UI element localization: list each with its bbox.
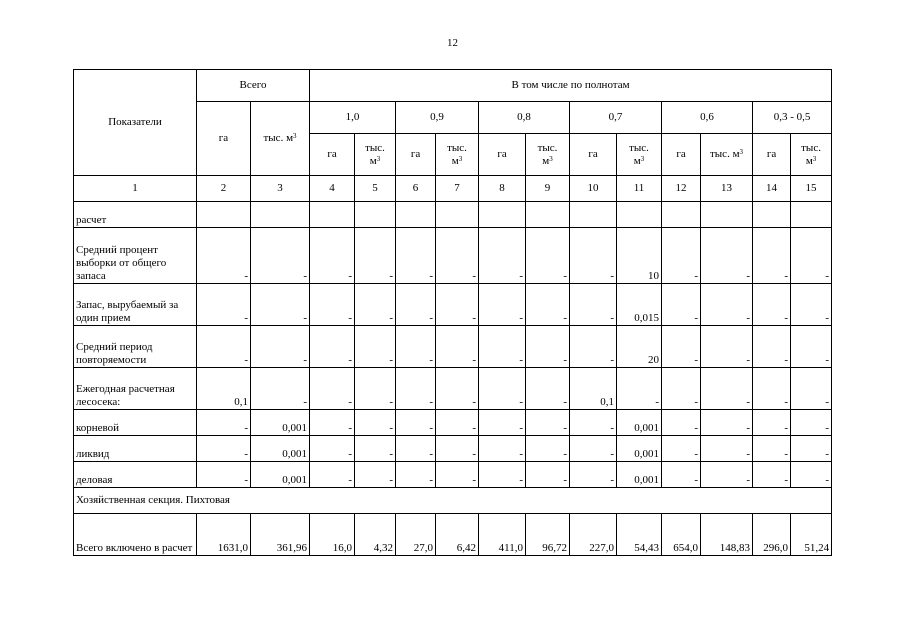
row-value: - (701, 284, 753, 326)
row-value (197, 202, 251, 228)
header-density-3: 0,7 (570, 102, 662, 134)
total-row-value: 654,0 (662, 514, 701, 556)
row-value (251, 202, 310, 228)
row-value: - (662, 284, 701, 326)
row-value: - (753, 228, 791, 284)
row-value: - (479, 326, 526, 368)
row-value: 0,001 (251, 410, 310, 436)
column-number: 10 (570, 176, 617, 202)
row-value: - (570, 326, 617, 368)
row-value: - (310, 462, 355, 488)
row-value: 20 (617, 326, 662, 368)
total-row-value: 148,83 (701, 514, 753, 556)
row-value: - (251, 368, 310, 410)
header-unit-ha: га (396, 134, 436, 176)
table-row (74, 368, 832, 410)
header-total: Всего (197, 70, 310, 102)
row-value: - (753, 436, 791, 462)
header-unit-ha: га (479, 134, 526, 176)
column-number: 8 (479, 176, 526, 202)
row-value: - (526, 326, 570, 368)
table-row (74, 410, 832, 436)
row-value: - (701, 436, 753, 462)
row-value: 0,001 (251, 462, 310, 488)
row-value: - (355, 228, 396, 284)
header-unit-ha: га (310, 134, 355, 176)
total-row-value: 411,0 (479, 514, 526, 556)
table-row (74, 284, 832, 326)
row-value: - (310, 368, 355, 410)
column-number: 2 (197, 176, 251, 202)
row-value: - (753, 326, 791, 368)
row-label: Средний период повторяемости (74, 326, 197, 368)
row-value: - (526, 410, 570, 436)
header-unit-volume: тыс. $м^3$ (355, 134, 396, 176)
row-value: 10 (617, 228, 662, 284)
header-unit-ha: га (753, 134, 791, 176)
row-label: корневой (74, 410, 197, 436)
row-value (570, 202, 617, 228)
row-value: - (197, 326, 251, 368)
section-title: Хозяйственная секция. Пихтовая (74, 488, 832, 514)
section-row (74, 488, 832, 514)
table-row (74, 462, 832, 488)
row-value (436, 202, 479, 228)
row-value: - (310, 284, 355, 326)
row-label: Средний процент выборки от общего запаса (74, 228, 197, 284)
row-value: - (197, 462, 251, 488)
header-unit-ha: га (662, 134, 701, 176)
row-value: - (251, 228, 310, 284)
row-value: - (479, 410, 526, 436)
row-value: - (197, 228, 251, 284)
row-value: - (791, 228, 832, 284)
row-value: - (310, 228, 355, 284)
row-value: - (526, 368, 570, 410)
column-number: 6 (396, 176, 436, 202)
row-value: 0,001 (617, 436, 662, 462)
row-value: - (753, 462, 791, 488)
row-value: - (310, 436, 355, 462)
row-value: - (396, 436, 436, 462)
row-value: - (570, 284, 617, 326)
row-value: - (436, 410, 479, 436)
total-row-value: 227,0 (570, 514, 617, 556)
row-value: - (396, 228, 436, 284)
row-value: - (396, 368, 436, 410)
total-row-value: 54,43 (617, 514, 662, 556)
row-value: - (570, 228, 617, 284)
row-value: - (791, 436, 832, 462)
row-label: деловая (74, 462, 197, 488)
row-value: - (662, 436, 701, 462)
row-value: - (436, 326, 479, 368)
header-by-density: В том числе по полнотам (310, 70, 832, 102)
header-density-0: 1,0 (310, 102, 396, 134)
row-value: - (791, 368, 832, 410)
total-row-value: 296,0 (753, 514, 791, 556)
row-value: - (753, 368, 791, 410)
total-row-value: 361,96 (251, 514, 310, 556)
column-number: 3 (251, 176, 310, 202)
row-value: - (662, 462, 701, 488)
table-row (74, 436, 832, 462)
row-value: - (396, 326, 436, 368)
row-value (701, 202, 753, 228)
row-value: - (197, 284, 251, 326)
row-value: - (436, 462, 479, 488)
row-value: - (479, 228, 526, 284)
column-number: 12 (662, 176, 701, 202)
row-value: 0,001 (617, 410, 662, 436)
row-value: - (355, 368, 396, 410)
row-value: - (479, 284, 526, 326)
row-value: - (479, 462, 526, 488)
header-unit-ha: га (570, 134, 617, 176)
row-value: - (526, 436, 570, 462)
row-value: - (396, 462, 436, 488)
row-value: - (396, 410, 436, 436)
column-number: 7 (436, 176, 479, 202)
row-value: - (662, 368, 701, 410)
total-row (74, 514, 832, 556)
row-value: - (701, 368, 753, 410)
row-value: 0,1 (570, 368, 617, 410)
header-unit-volume: тыс. $м^3$ (526, 134, 570, 176)
row-value: 0,1 (197, 368, 251, 410)
row-value: - (701, 326, 753, 368)
row-value (396, 202, 436, 228)
row-value (526, 202, 570, 228)
row-value: - (355, 462, 396, 488)
row-value: - (570, 436, 617, 462)
column-number: 4 (310, 176, 355, 202)
row-value: - (753, 284, 791, 326)
row-value: - (355, 326, 396, 368)
total-row-value: 96,72 (526, 514, 570, 556)
row-value: - (570, 462, 617, 488)
row-value: - (570, 410, 617, 436)
row-value: - (310, 326, 355, 368)
row-value: - (701, 462, 753, 488)
row-value: - (436, 436, 479, 462)
total-row-value: 1631,0 (197, 514, 251, 556)
row-value: - (436, 228, 479, 284)
row-value: - (355, 436, 396, 462)
column-number: 11 (617, 176, 662, 202)
header-indicators: Показатели (74, 70, 197, 176)
total-row-value: 4,32 (355, 514, 396, 556)
row-value: - (753, 410, 791, 436)
row-value: - (526, 228, 570, 284)
column-number: 9 (526, 176, 570, 202)
column-number: 14 (753, 176, 791, 202)
row-value: - (436, 284, 479, 326)
row-value: - (197, 436, 251, 462)
forest-stock-table (73, 69, 832, 556)
total-row-value: 16,0 (310, 514, 355, 556)
header-total-volume: тыс. $м^3$ (251, 102, 310, 176)
row-value: - (791, 410, 832, 436)
row-value (791, 202, 832, 228)
total-row-value: 27,0 (396, 514, 436, 556)
row-value: - (436, 368, 479, 410)
row-value: - (701, 410, 753, 436)
row-label: расчет (74, 202, 197, 228)
row-value: 0,001 (251, 436, 310, 462)
total-row-value: 6,42 (436, 514, 479, 556)
row-value: - (791, 326, 832, 368)
row-value: - (310, 410, 355, 436)
row-value: - (251, 284, 310, 326)
column-number: 15 (791, 176, 832, 202)
row-value (310, 202, 355, 228)
total-row-label: Всего включено в расчет (74, 514, 197, 556)
row-label: Запас, вырубаемый за один прием (74, 284, 197, 326)
row-value: - (662, 228, 701, 284)
header-density-1: 0,9 (396, 102, 479, 134)
table-row (74, 228, 832, 284)
column-number: 5 (355, 176, 396, 202)
row-value: - (526, 462, 570, 488)
row-value: - (479, 368, 526, 410)
table-row (74, 202, 832, 228)
row-value (662, 202, 701, 228)
row-value (479, 202, 526, 228)
page-number: 12 (447, 37, 458, 49)
header-unit-volume: тыс. $м^3$ (436, 134, 479, 176)
row-value: - (526, 284, 570, 326)
row-value: - (479, 436, 526, 462)
row-value: - (701, 228, 753, 284)
header-total-ha: га (197, 102, 251, 176)
row-value (617, 202, 662, 228)
header-density-4: 0,6 (662, 102, 753, 134)
row-value (355, 202, 396, 228)
header-unit-volume: тыс. $м^3$ (617, 134, 662, 176)
row-value: 0,001 (617, 462, 662, 488)
row-value: - (791, 284, 832, 326)
row-label: ликвид (74, 436, 197, 462)
row-value (753, 202, 791, 228)
total-row-value: 51,24 (791, 514, 832, 556)
row-value: - (662, 326, 701, 368)
column-number: 1 (74, 176, 197, 202)
row-value: - (251, 326, 310, 368)
row-value: - (197, 410, 251, 436)
header-density-5: 0,3 - 0,5 (753, 102, 832, 134)
row-value: - (355, 410, 396, 436)
column-number: 13 (701, 176, 753, 202)
row-value: - (617, 368, 662, 410)
header-density-2: 0,8 (479, 102, 570, 134)
row-value: - (662, 410, 701, 436)
row-label: Ежегодная расчетная лесосека: (74, 368, 197, 410)
row-value: - (355, 284, 396, 326)
table-row (74, 326, 832, 368)
row-value: 0,015 (617, 284, 662, 326)
header-unit-volume: тыс. $м^3$ (701, 134, 753, 176)
header-unit-volume: тыс. $м^3$ (791, 134, 832, 176)
row-value: - (791, 462, 832, 488)
row-value: - (396, 284, 436, 326)
